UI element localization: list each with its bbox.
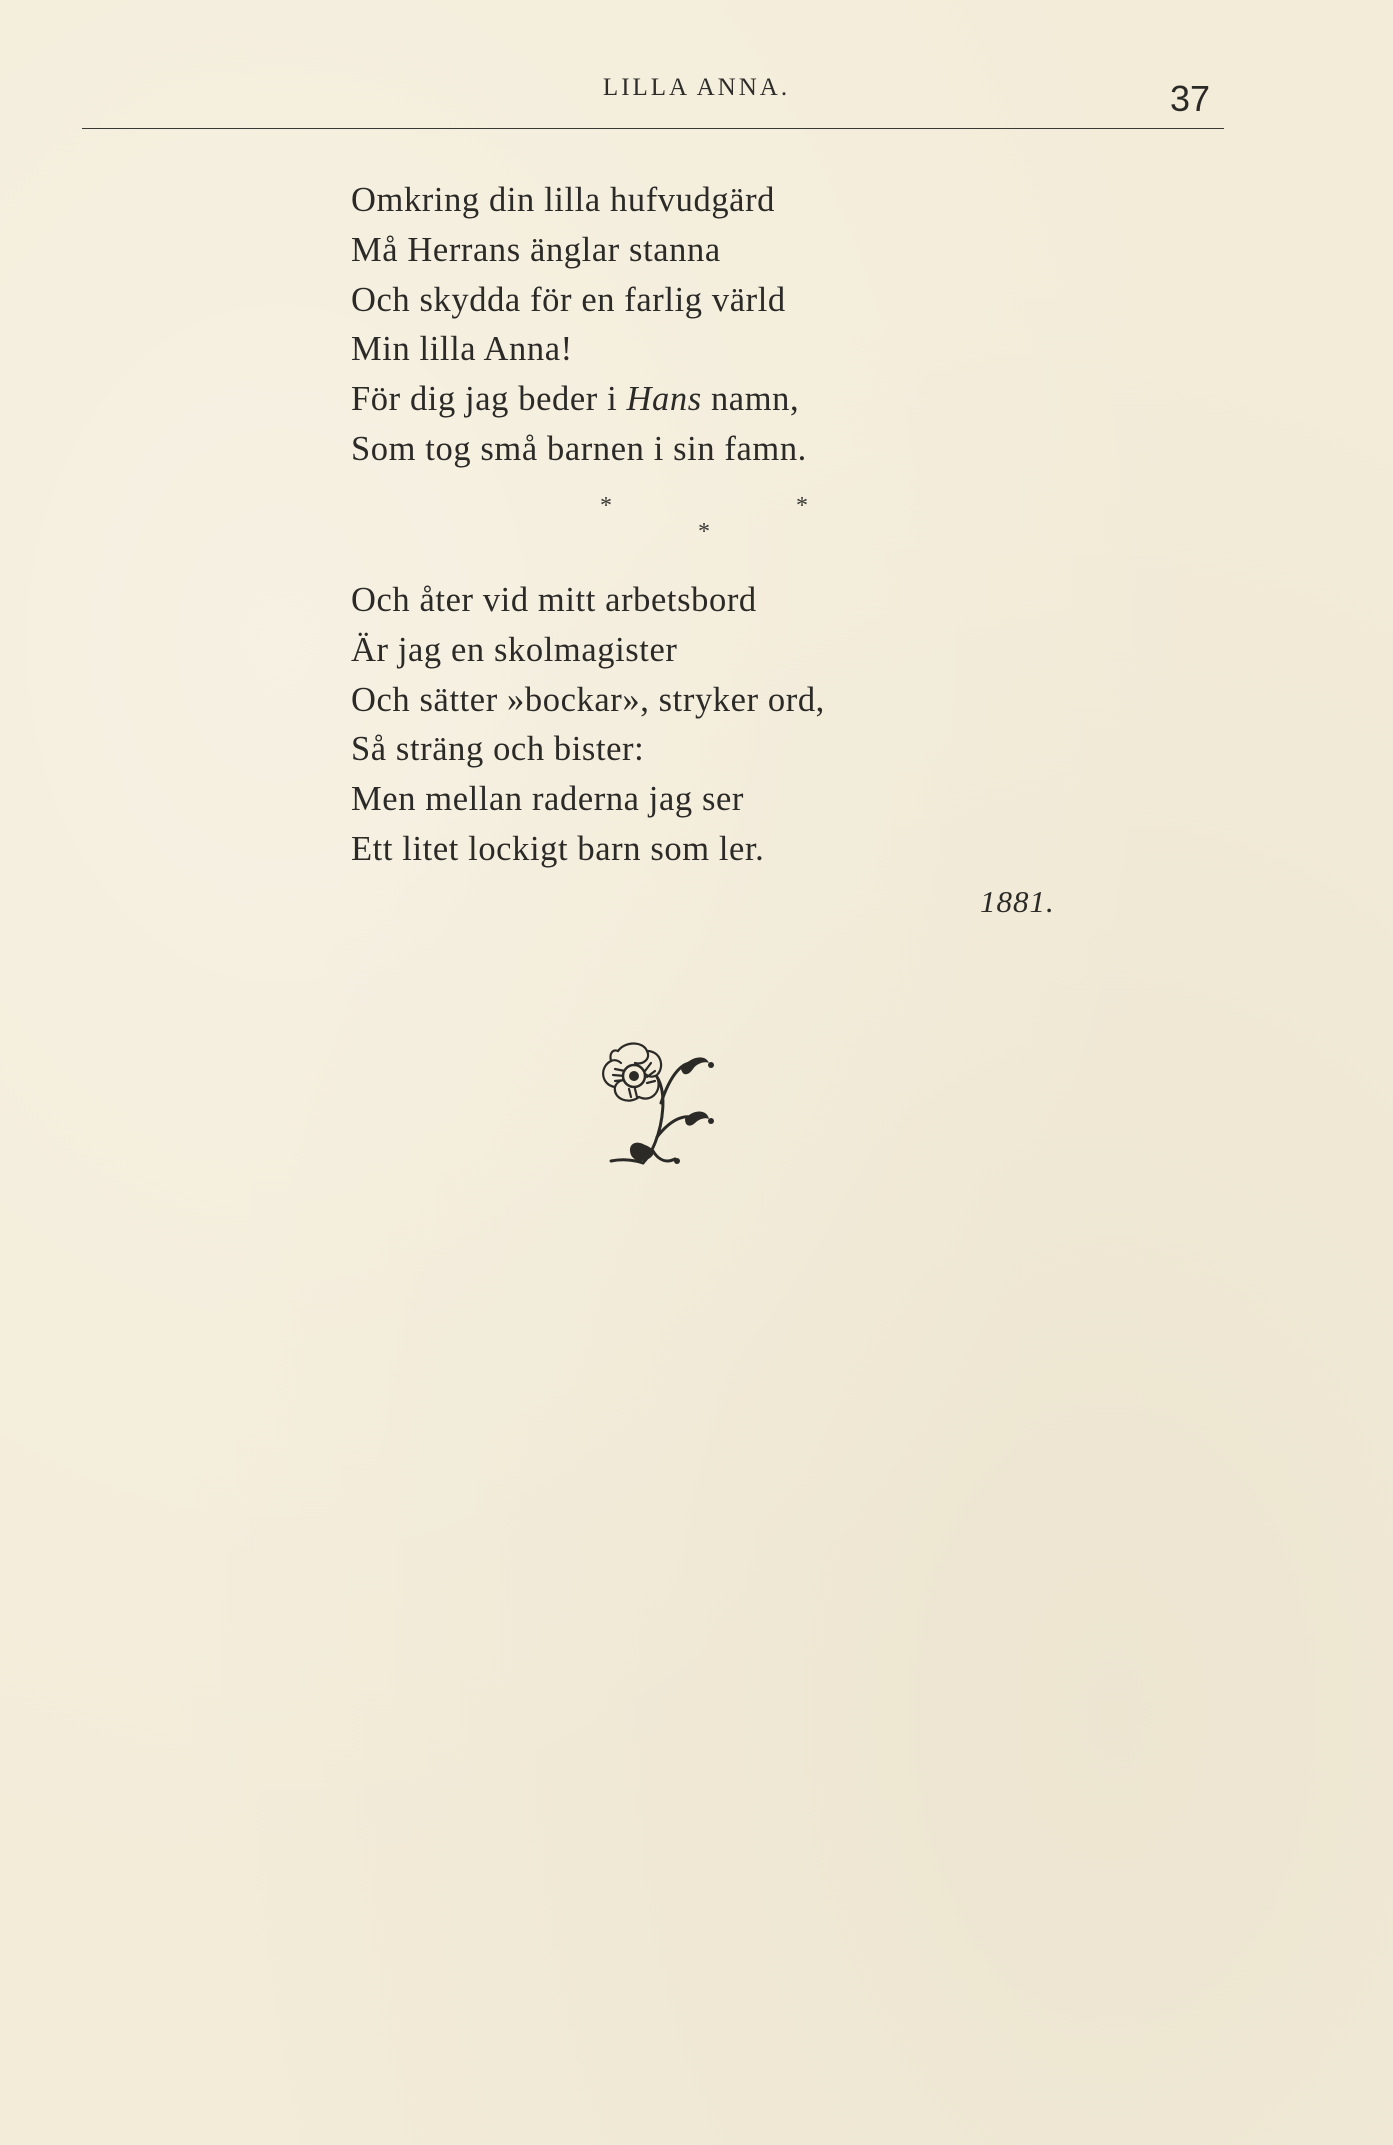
running-head: LILLA ANNA.	[602, 74, 791, 101]
poem-line-text: namn,	[701, 380, 800, 419]
poem-line: Är jag en skolmagister	[351, 630, 678, 669]
asterisk: *	[796, 493, 808, 519]
poem-line: Men mellan raderna jag ser	[351, 780, 745, 819]
header-rule	[82, 128, 1224, 129]
poem-line: Och sätter »bockar», stryker ord,	[351, 680, 825, 719]
poem-line: Omkring din lilla hufvudgärd	[351, 181, 776, 219]
poem-line: Som tog små barnen i sin famn.	[351, 429, 807, 468]
poem-line: Må Herrans änglar stanna	[351, 230, 721, 269]
poem-line: Min lilla Anna!	[351, 330, 573, 369]
poem-line	[351, 375, 1111, 425]
poem-line: Ett litet lockigt barn som ler.	[351, 829, 765, 868]
poem-line: Och skydda för en farlig värld	[351, 280, 786, 319]
page-number: 37	[1170, 78, 1211, 119]
poem-line: Så sträng och bister:	[351, 730, 645, 769]
asterisk: *	[600, 493, 612, 519]
asterism-divider	[560, 493, 820, 551]
poem-stanza-1	[351, 176, 1111, 475]
poem-line: Och åter vid mitt arbetsbord	[351, 581, 757, 619]
asterisk: *	[698, 519, 710, 545]
italic-word: Hans	[626, 380, 702, 419]
flower-ornament-icon	[585, 1033, 735, 1183]
poem-stanza-2	[351, 576, 1111, 875]
poem-date: 1881.	[980, 884, 1055, 919]
poem-line-text: För dig jag beder i	[351, 380, 627, 419]
